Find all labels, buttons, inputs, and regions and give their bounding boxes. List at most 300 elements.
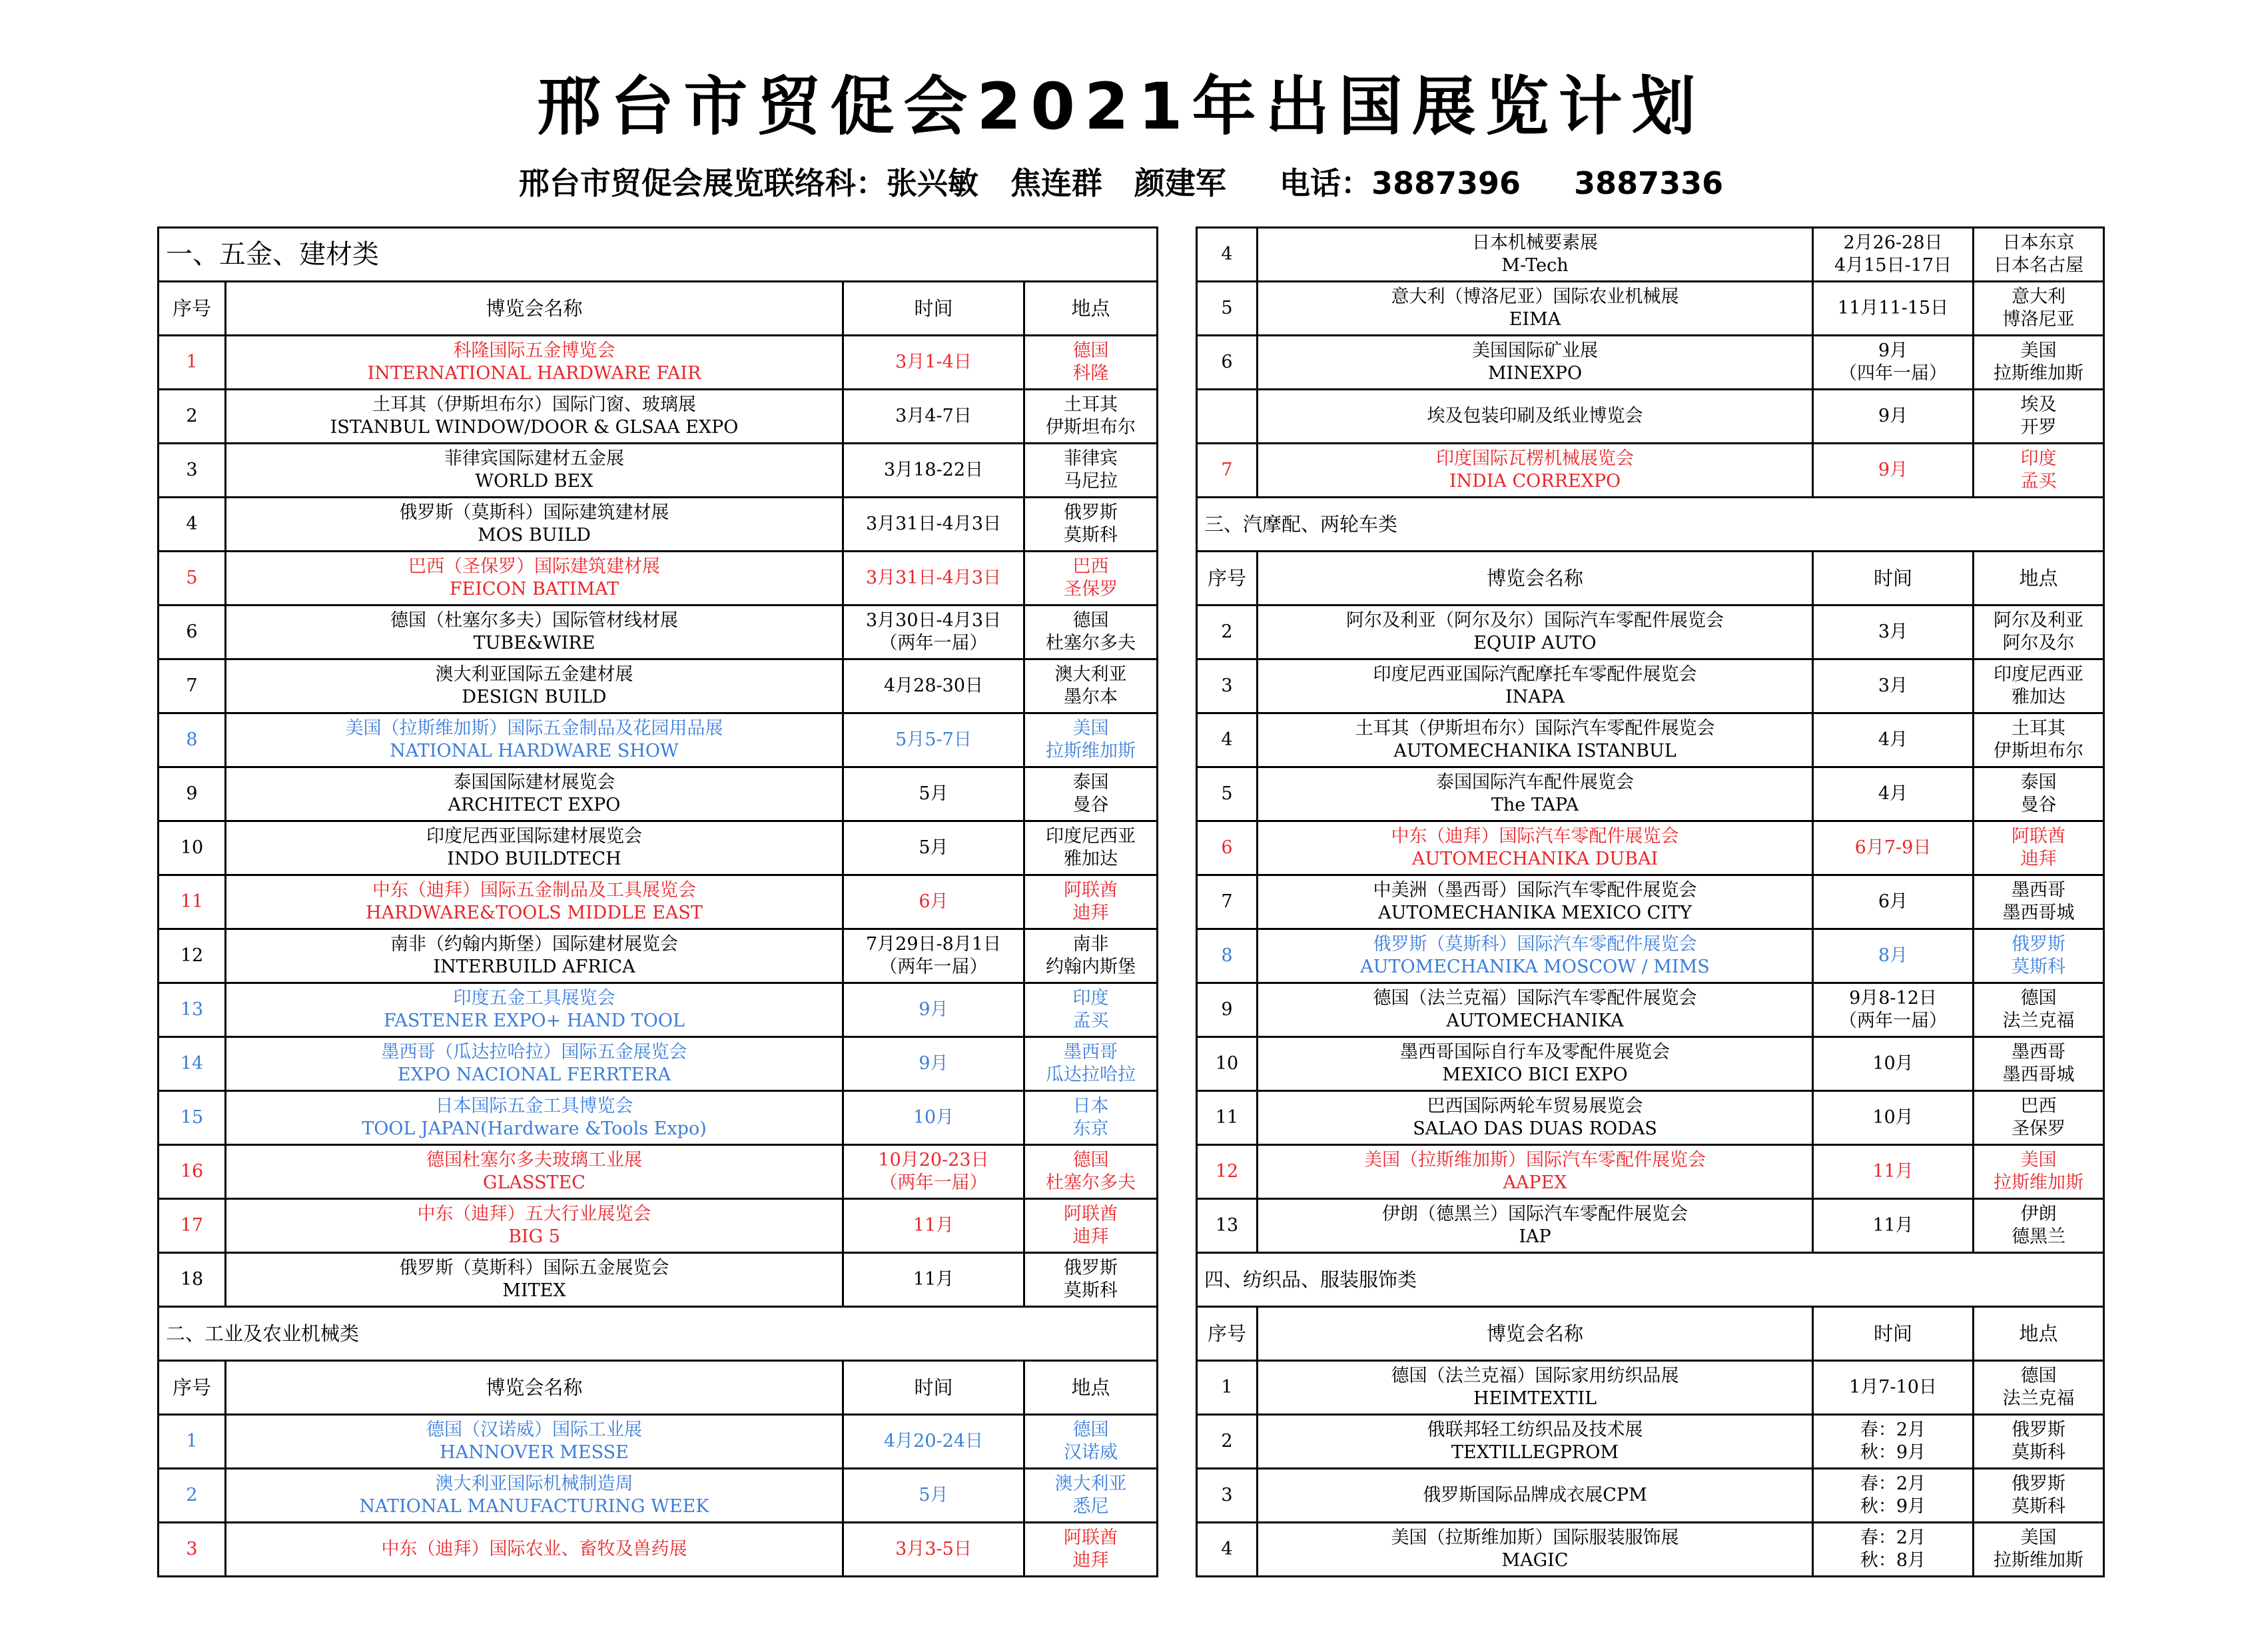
row-number: 14 bbox=[159, 1037, 226, 1091]
expo-name-cn: 土耳其（伊斯坦布尔）国际门窗、玻璃展 bbox=[372, 394, 696, 415]
expo-time-cell bbox=[1813, 228, 1974, 282]
right-table bbox=[1196, 226, 2105, 1577]
table-row bbox=[1197, 336, 2104, 390]
expo-time-cell bbox=[1813, 713, 1974, 767]
expo-name-cn: 日本国际五金工具博览会 bbox=[435, 1096, 633, 1116]
expo-name-cn: 澳大利亚国际五金建材展 bbox=[435, 664, 633, 685]
expo-name-en: ARCHITECT EXPO bbox=[448, 795, 621, 815]
expo-name-en: AAPEX bbox=[1503, 1172, 1567, 1193]
expo-time-note: （两年一届） bbox=[879, 1172, 988, 1193]
expo-city: 莫斯科 bbox=[1064, 525, 1118, 546]
table-row bbox=[1197, 228, 2104, 282]
expo-country: 印度 bbox=[1072, 988, 1109, 1009]
expo-name-cn: 巴西国际两轮车贸易展览会 bbox=[1427, 1096, 1643, 1116]
row-number: 15 bbox=[159, 1091, 226, 1145]
expo-name-cell bbox=[226, 336, 843, 390]
header-time: 时间 bbox=[1813, 552, 1974, 606]
expo-time: 10月 bbox=[1872, 1053, 1914, 1074]
expo-time: 11月 bbox=[1872, 1161, 1914, 1182]
expo-city: 墨西哥城 bbox=[2002, 903, 2075, 923]
expo-name-cn: 德国（法兰克福）国际汽车零配件展览会 bbox=[1373, 988, 1697, 1009]
row-number: 4 bbox=[159, 498, 226, 552]
expo-name-cn: 中东（迪拜）国际汽车零配件展览会 bbox=[1391, 826, 1679, 847]
expo-time: 11月 bbox=[913, 1215, 954, 1236]
expo-time: 3月3-5日 bbox=[895, 1539, 972, 1559]
expo-country: 澳大利亚 bbox=[1054, 664, 1127, 685]
expo-time: 4月 bbox=[1878, 729, 1908, 750]
row-number: 4 bbox=[1197, 1523, 1258, 1577]
expo-time: 8月 bbox=[1878, 945, 1908, 966]
expo-place-cell bbox=[1024, 659, 1158, 713]
expo-time-cell bbox=[1813, 606, 1974, 659]
expo-city: 伊斯坦布尔 bbox=[1994, 741, 2083, 761]
expo-name-en: INTERBUILD AFRICA bbox=[433, 957, 635, 977]
expo-name-cell bbox=[226, 1037, 843, 1091]
header-time: 时间 bbox=[1813, 1307, 1974, 1361]
expo-time: 3月 bbox=[1878, 675, 1908, 696]
expo-name-en: MEXICO BICI EXPO bbox=[1442, 1064, 1628, 1085]
expo-country: 阿联酋 bbox=[2012, 826, 2065, 847]
expo-time: 11月 bbox=[1872, 1215, 1914, 1236]
row-number: 7 bbox=[159, 659, 226, 713]
expo-time: 3月31日-4月3日 bbox=[865, 568, 1001, 588]
expo-name-cell bbox=[226, 1415, 843, 1469]
expo-country: 俄罗斯 bbox=[1064, 502, 1118, 523]
expo-city: 悉尼 bbox=[1072, 1496, 1109, 1517]
expo-time-cell bbox=[1813, 1523, 1974, 1577]
expo-name-cell bbox=[226, 1523, 843, 1577]
table-row bbox=[159, 1469, 1158, 1523]
expo-place-cell bbox=[1974, 1037, 2104, 1091]
expo-country: 日本东京 bbox=[2002, 232, 2075, 253]
expo-city: 德黑兰 bbox=[2012, 1226, 2065, 1247]
expo-time: 9月8-12日 bbox=[1849, 988, 1937, 1009]
expo-name-en: INTERNATIONAL HARDWARE FAIR bbox=[367, 363, 701, 384]
row-number: 6 bbox=[1197, 336, 1258, 390]
expo-name-en: FASTENER EXPO+ HAND TOOL bbox=[384, 1011, 685, 1031]
header-time: 时间 bbox=[843, 282, 1024, 336]
expo-name-cell bbox=[1258, 983, 1813, 1037]
expo-country: 日本 bbox=[1072, 1096, 1109, 1116]
expo-name-cell bbox=[226, 498, 843, 552]
expo-country: 泰国 bbox=[2020, 772, 2057, 793]
expo-time: 6月 bbox=[1878, 891, 1908, 912]
row-number: 12 bbox=[1197, 1145, 1258, 1199]
expo-time-note: 4月15日-17日 bbox=[1834, 255, 1952, 276]
table-row bbox=[1197, 606, 2104, 659]
expo-city: 莫斯科 bbox=[1064, 1280, 1118, 1301]
expo-name-cn: 美国国际矿业展 bbox=[1472, 340, 1598, 361]
expo-city: 墨尔本 bbox=[1064, 687, 1118, 707]
expo-name-en: INAPA bbox=[1505, 687, 1565, 707]
expo-time: 7月29日-8月1日 bbox=[865, 934, 1001, 955]
expo-time: 11月 bbox=[913, 1269, 954, 1290]
expo-name-cell bbox=[1258, 1469, 1813, 1523]
expo-time: 5月 bbox=[919, 837, 948, 858]
expo-country: 阿联酋 bbox=[1064, 880, 1118, 901]
expo-country: 菲律宾 bbox=[1064, 448, 1118, 469]
expo-name-en: AUTOMECHANIKA MEXICO CITY bbox=[1378, 903, 1692, 923]
expo-name-en: NATIONAL MANUFACTURING WEEK bbox=[359, 1496, 709, 1517]
expo-city: 曼谷 bbox=[1072, 795, 1109, 815]
header-name: 博览会名称 bbox=[226, 1361, 843, 1415]
expo-country: 印度尼西亚 bbox=[1046, 826, 1136, 847]
expo-name-cn: 泰国国际汽车配件展览会 bbox=[1436, 772, 1634, 793]
expo-time-note: 秋：9月 bbox=[1860, 1496, 1926, 1517]
section-title: 三、汽摩配、两轮车类 bbox=[1197, 498, 2104, 552]
expo-name-en: M-Tech bbox=[1501, 255, 1569, 276]
expo-place-cell bbox=[1974, 983, 2104, 1037]
expo-place-cell bbox=[1974, 1469, 2104, 1523]
expo-name-cn: 菲律宾国际建材五金展 bbox=[444, 448, 624, 469]
expo-name-cn: 德国（杜塞尔多夫）国际管材线材展 bbox=[390, 610, 678, 631]
expo-name-cn: 澳大利亚国际机械制造周 bbox=[435, 1473, 633, 1494]
expo-name-cell bbox=[1258, 1199, 1813, 1253]
expo-time-cell bbox=[843, 1523, 1024, 1577]
expo-country: 意大利 bbox=[2012, 286, 2065, 307]
expo-city: 拉斯维加斯 bbox=[1046, 741, 1136, 761]
expo-name-cell bbox=[1258, 1361, 1813, 1415]
expo-name-cell bbox=[226, 713, 843, 767]
table-row bbox=[1197, 821, 2104, 875]
expo-country: 俄罗斯 bbox=[2012, 1420, 2065, 1440]
expo-name-cn: 南非（约翰内斯堡）国际建材展览会 bbox=[390, 934, 678, 955]
expo-name-cn: 科隆国际五金博览会 bbox=[453, 340, 615, 361]
expo-name-cn: 美国（拉斯维加斯）国际服装服饰展 bbox=[1391, 1527, 1679, 1548]
expo-name-cell bbox=[226, 1469, 843, 1523]
row-number: 2 bbox=[1197, 606, 1258, 659]
expo-name-cell bbox=[1258, 875, 1813, 929]
expo-name-en: AUTOMECHANIKA ISTANBUL bbox=[1393, 741, 1677, 761]
expo-place-cell bbox=[1024, 336, 1158, 390]
expo-name-cell bbox=[226, 1145, 843, 1199]
expo-country: 美国 bbox=[2020, 1527, 2057, 1548]
expo-name-cell bbox=[226, 821, 843, 875]
section-row bbox=[159, 1307, 1158, 1361]
row-number: 4 bbox=[1197, 713, 1258, 767]
expo-time: 9月 bbox=[919, 999, 948, 1020]
expo-place-cell bbox=[1024, 929, 1158, 983]
row-number: 7 bbox=[1197, 875, 1258, 929]
expo-name-en: AUTOMECHANIKA bbox=[1446, 1011, 1624, 1031]
expo-place-cell bbox=[1024, 875, 1158, 929]
expo-city: 博洛尼亚 bbox=[2002, 309, 2075, 330]
expo-name-cn: 德国（法兰克福）国际家用纺织品展 bbox=[1391, 1366, 1679, 1386]
expo-time-cell bbox=[1813, 767, 1974, 821]
expo-city: 杜塞尔多夫 bbox=[1046, 633, 1136, 653]
expo-name-cell bbox=[1258, 1145, 1813, 1199]
expo-country: 德国 bbox=[1072, 1150, 1109, 1170]
expo-name-en: NATIONAL HARDWARE SHOW bbox=[390, 741, 679, 761]
table-row bbox=[159, 1415, 1158, 1469]
table-row bbox=[159, 929, 1158, 983]
expo-time-cell bbox=[1813, 1469, 1974, 1523]
expo-name-cell bbox=[1258, 821, 1813, 875]
row-number: 5 bbox=[159, 552, 226, 606]
expo-name-cn: 阿尔及利亚（阿尔及尔）国际汽车零配件展览会 bbox=[1346, 610, 1724, 631]
expo-name-cell bbox=[1258, 1415, 1813, 1469]
expo-place-cell bbox=[1024, 552, 1158, 606]
expo-country: 美国 bbox=[2020, 340, 2057, 361]
expo-name-cn: 中东（迪拜）国际农业、畜牧及兽药展 bbox=[381, 1539, 687, 1559]
table-row bbox=[1197, 1145, 2104, 1199]
expo-name-cn: 俄罗斯（莫斯科）国际建筑建材展 bbox=[399, 502, 669, 523]
expo-time-cell bbox=[843, 821, 1024, 875]
expo-time-cell bbox=[1813, 444, 1974, 498]
expo-name-cn: 土耳其（伊斯坦布尔）国际汽车零配件展览会 bbox=[1355, 718, 1715, 739]
header-name: 博览会名称 bbox=[226, 282, 843, 336]
expo-name-cell bbox=[1258, 336, 1813, 390]
expo-country: 土耳其 bbox=[2012, 718, 2065, 739]
expo-time-note: 秋：9月 bbox=[1860, 1442, 1926, 1463]
expo-time: 1月7-10日 bbox=[1849, 1377, 1937, 1398]
expo-place-cell bbox=[1974, 444, 2104, 498]
expo-name-en: TEXTILLEGPROM bbox=[1451, 1442, 1619, 1463]
expo-country: 德国 bbox=[1072, 340, 1109, 361]
expo-name-en: MITEX bbox=[502, 1280, 566, 1301]
expo-name-en: FEICON BATIMAT bbox=[449, 579, 619, 600]
expo-name-cell bbox=[1258, 444, 1813, 498]
expo-country: 巴西 bbox=[2020, 1096, 2057, 1116]
expo-name-en: HANNOVER MESSE bbox=[440, 1442, 629, 1463]
expo-name-cn: 美国（拉斯维加斯）国际五金制品及花园用品展 bbox=[345, 718, 723, 739]
expo-name-cn: 印度尼西亚国际汽配摩托车零配件展览会 bbox=[1373, 664, 1697, 685]
header-row bbox=[159, 282, 1158, 336]
expo-name-cn: 日本机械要素展 bbox=[1472, 232, 1598, 253]
expo-city: 法兰克福 bbox=[2002, 1388, 2075, 1409]
table-row bbox=[159, 1199, 1158, 1253]
expo-country: 阿联酋 bbox=[1064, 1204, 1118, 1224]
expo-city: 孟买 bbox=[2020, 471, 2057, 492]
expo-time: 5月 bbox=[919, 783, 948, 804]
page-title: 邢台市贸促会2021年出国展览计划 bbox=[537, 69, 1705, 144]
row-number: 5 bbox=[1197, 282, 1258, 336]
expo-time-cell bbox=[843, 713, 1024, 767]
expo-name-en: SALAO DAS DUAS RODAS bbox=[1413, 1118, 1657, 1139]
expo-place-cell bbox=[1024, 606, 1158, 659]
expo-name-cn: 俄罗斯（莫斯科）国际五金展览会 bbox=[399, 1258, 669, 1278]
expo-time: 3月1-4日 bbox=[895, 352, 972, 372]
expo-city: 开罗 bbox=[2020, 417, 2057, 438]
row-number: 3 bbox=[159, 1523, 226, 1577]
row-number: 3 bbox=[1197, 659, 1258, 713]
expo-place-cell bbox=[1974, 1091, 2104, 1145]
expo-time: 3月30日-4月3日 bbox=[865, 610, 1001, 631]
expo-name-en: MINEXPO bbox=[1487, 363, 1583, 384]
table-row bbox=[159, 983, 1158, 1037]
expo-name-cell bbox=[226, 875, 843, 929]
expo-city: 阿尔及尔 bbox=[2002, 633, 2075, 653]
expo-time-cell bbox=[1813, 929, 1974, 983]
expo-place-cell bbox=[1974, 1145, 2104, 1199]
expo-country: 德国 bbox=[1072, 610, 1109, 631]
expo-place-cell bbox=[1024, 821, 1158, 875]
expo-name-en: WORLD BEX bbox=[475, 471, 593, 492]
expo-name-cn: 中美洲（墨西哥）国际汽车零配件展览会 bbox=[1373, 880, 1697, 901]
expo-country: 土耳其 bbox=[1064, 394, 1118, 415]
expo-time-cell bbox=[843, 336, 1024, 390]
expo-time-note: （四年一届） bbox=[1839, 363, 1947, 384]
left-table bbox=[157, 226, 1158, 1577]
expo-time: 3月 bbox=[1878, 621, 1908, 642]
expo-name-en: EIMA bbox=[1509, 309, 1561, 330]
table-row bbox=[1197, 1199, 2104, 1253]
table-row bbox=[1197, 1523, 2104, 1577]
expo-place-cell bbox=[1974, 282, 2104, 336]
expo-time-cell bbox=[843, 498, 1024, 552]
expo-city: 圣保罗 bbox=[2012, 1118, 2065, 1139]
expo-city: 雅加达 bbox=[2012, 687, 2065, 707]
expo-name-cell bbox=[1258, 390, 1813, 444]
expo-time: 4月28-30日 bbox=[883, 675, 983, 696]
expo-time-cell bbox=[1813, 1415, 1974, 1469]
expo-name-cell bbox=[1258, 1523, 1813, 1577]
contact-line: 邢台市贸促会展览联络科：张兴敏 焦连群 颜建军 电话：3887396 3887336 bbox=[518, 165, 1724, 201]
table-row bbox=[159, 1523, 1158, 1577]
expo-name-cell bbox=[1258, 929, 1813, 983]
expo-country: 俄罗斯 bbox=[1064, 1258, 1118, 1278]
table-row bbox=[159, 1253, 1158, 1307]
expo-country: 巴西 bbox=[1072, 556, 1109, 577]
expo-place-cell bbox=[1974, 390, 2104, 444]
expo-city: 莫斯科 bbox=[2012, 1442, 2065, 1463]
expo-place-cell bbox=[1974, 821, 2104, 875]
row-number: 2 bbox=[159, 390, 226, 444]
expo-name-en: MAGIC bbox=[1501, 1550, 1569, 1571]
expo-time-cell bbox=[1813, 1091, 1974, 1145]
row-number: 3 bbox=[159, 444, 226, 498]
expo-name-cn: 俄联邦轻工纺织品及技术展 bbox=[1427, 1420, 1643, 1440]
row-number: 4 bbox=[1197, 228, 1258, 282]
expo-time: 春：2月 bbox=[1860, 1473, 1926, 1494]
header-row bbox=[1197, 552, 2104, 606]
expo-place-cell bbox=[1974, 336, 2104, 390]
header-place: 地点 bbox=[1974, 552, 2104, 606]
expo-country: 南非 bbox=[1072, 934, 1109, 955]
expo-time-cell bbox=[1813, 1199, 1974, 1253]
expo-city: 孟买 bbox=[1072, 1011, 1109, 1031]
expo-place-cell bbox=[1024, 390, 1158, 444]
expo-place-cell bbox=[1024, 498, 1158, 552]
expo-city: 莫斯科 bbox=[2012, 1496, 2065, 1517]
expo-place-cell bbox=[1974, 1415, 2104, 1469]
row-number: 11 bbox=[159, 875, 226, 929]
expo-name-cn: 中东（迪拜）国际五金制品及工具展览会 bbox=[372, 880, 696, 901]
expo-time-cell bbox=[843, 552, 1024, 606]
expo-time-cell bbox=[843, 1253, 1024, 1307]
expo-time-cell bbox=[843, 1469, 1024, 1523]
expo-city: 拉斯维加斯 bbox=[1994, 1172, 2083, 1193]
row-number: 16 bbox=[159, 1145, 226, 1199]
expo-name-cell bbox=[1258, 713, 1813, 767]
expo-name-cn: 埃及包装印刷及纸业博览会 bbox=[1427, 406, 1643, 426]
expo-time-cell bbox=[843, 1037, 1024, 1091]
expo-time: 6月 bbox=[919, 891, 948, 912]
row-number: 6 bbox=[1197, 821, 1258, 875]
table-row bbox=[1197, 767, 2104, 821]
table-row bbox=[159, 713, 1158, 767]
expo-name-cn: 俄罗斯（莫斯科）国际汽车零配件展览会 bbox=[1373, 934, 1697, 955]
expo-time-cell bbox=[843, 1091, 1024, 1145]
expo-time: 9月 bbox=[1878, 460, 1908, 480]
expo-time: 10月20-23日 bbox=[878, 1150, 989, 1170]
table-row bbox=[1197, 1361, 2104, 1415]
expo-time-cell bbox=[843, 390, 1024, 444]
expo-place-cell bbox=[1974, 1361, 2104, 1415]
expo-time-note: （两年一届） bbox=[1839, 1011, 1947, 1031]
table-row bbox=[159, 390, 1158, 444]
row-number: 10 bbox=[1197, 1037, 1258, 1091]
expo-name-en: DESIGN BUILD bbox=[462, 687, 607, 707]
row-number: 17 bbox=[159, 1199, 226, 1253]
row-number: 11 bbox=[1197, 1091, 1258, 1145]
expo-time: 3月18-22日 bbox=[883, 460, 983, 480]
header-place: 地点 bbox=[1024, 1361, 1158, 1415]
expo-country: 阿尔及利亚 bbox=[1994, 610, 2083, 631]
expo-city: 拉斯维加斯 bbox=[1994, 363, 2083, 384]
expo-city: 迪拜 bbox=[2020, 849, 2057, 869]
header-place: 地点 bbox=[1974, 1307, 2104, 1361]
expo-place-cell bbox=[1024, 1523, 1158, 1577]
expo-time-cell bbox=[1813, 1037, 1974, 1091]
expo-name-en: AUTOMECHANIKA MOSCOW / MIMS bbox=[1360, 957, 1710, 977]
expo-place-cell bbox=[1974, 713, 2104, 767]
row-number: 8 bbox=[159, 713, 226, 767]
row-number: 2 bbox=[1197, 1415, 1258, 1469]
expo-time-cell bbox=[1813, 336, 1974, 390]
expo-time: 4月 bbox=[1878, 783, 1908, 804]
header-row bbox=[159, 1361, 1158, 1415]
expo-country: 美国 bbox=[1072, 718, 1109, 739]
expo-time-cell bbox=[1813, 659, 1974, 713]
header-time: 时间 bbox=[843, 1361, 1024, 1415]
expo-time: 10月 bbox=[913, 1107, 954, 1128]
expo-name-en: INDIA CORREXPO bbox=[1449, 471, 1621, 492]
expo-name-en: BIG 5 bbox=[508, 1226, 560, 1247]
expo-place-cell bbox=[1024, 1145, 1158, 1199]
table-row bbox=[1197, 282, 2104, 336]
expo-city: 约翰内斯堡 bbox=[1046, 957, 1136, 977]
table-row bbox=[159, 444, 1158, 498]
expo-time-cell bbox=[1813, 1145, 1974, 1199]
expo-city: 莫斯科 bbox=[2012, 957, 2065, 977]
expo-city: 东京 bbox=[1072, 1118, 1109, 1139]
expo-time-cell bbox=[843, 606, 1024, 659]
expo-city: 日本名古屋 bbox=[1994, 255, 2083, 276]
expo-country: 印度尼西亚 bbox=[1994, 664, 2083, 685]
expo-country: 美国 bbox=[2020, 1150, 2057, 1170]
expo-name-cell bbox=[1258, 606, 1813, 659]
expo-name-cn: 墨西哥国际自行车及零配件展览会 bbox=[1400, 1042, 1670, 1062]
expo-place-cell bbox=[1974, 659, 2104, 713]
table-row bbox=[159, 659, 1158, 713]
table-row bbox=[1197, 444, 2104, 498]
expo-name-cn: 意大利（博洛尼亚）国际农业机械展 bbox=[1391, 286, 1679, 307]
table-row bbox=[1197, 390, 2104, 444]
table-row bbox=[1197, 713, 2104, 767]
expo-name-en: AUTOMECHANIKA DUBAI bbox=[1411, 849, 1659, 869]
expo-time-cell bbox=[1813, 821, 1974, 875]
expo-city: 汉诺威 bbox=[1064, 1442, 1118, 1463]
row-number: 3 bbox=[1197, 1469, 1258, 1523]
header-no: 序号 bbox=[159, 282, 226, 336]
expo-time: 9月 bbox=[1878, 340, 1908, 361]
expo-city: 科隆 bbox=[1072, 363, 1109, 384]
expo-city: 拉斯维加斯 bbox=[1994, 1550, 2083, 1571]
row-number: 12 bbox=[159, 929, 226, 983]
table-row bbox=[1197, 875, 2104, 929]
table-row bbox=[159, 821, 1158, 875]
